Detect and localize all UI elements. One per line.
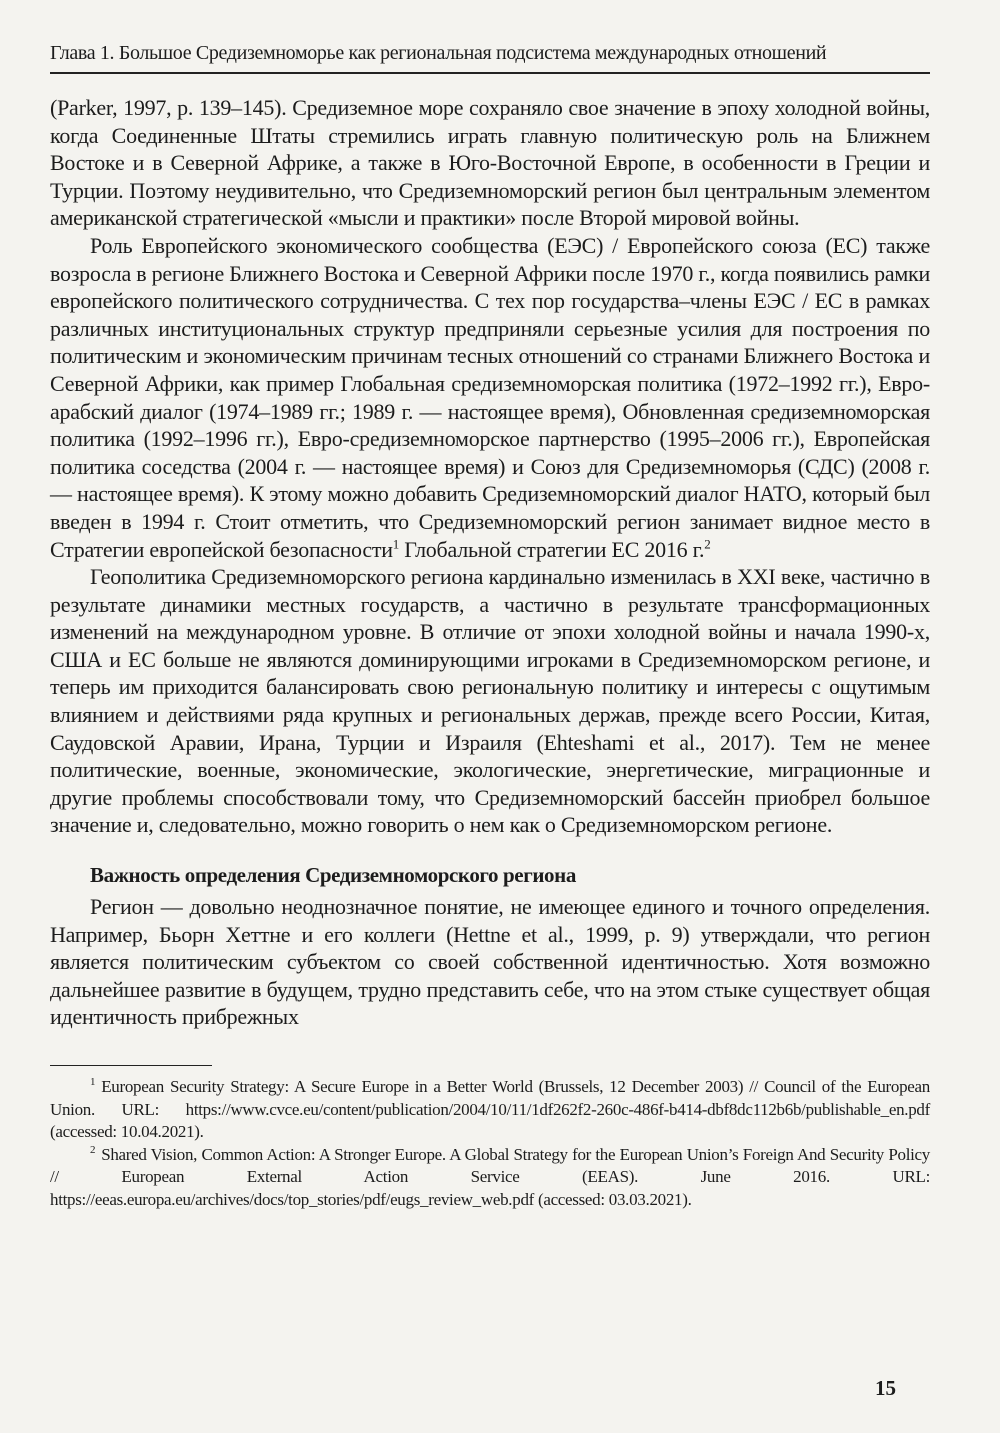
paragraph-2-text: Роль Европейского экономического сообщества (ЕЭС) / Европейского союза (ЕС) также возросла в регионе Ближнего Востока и Северной Африки после 1970 г., когда появились рамки европейского политического сотрудничества. С тех пор государства–члены ЕЭС / ЕС в рамках различных институциональных структур предприняли серьезные усилия для построения по политическим и экономическим причинам тесных отношений со странами Ближнего Востока и Северной Африки, как пример Глобальная средиземноморская политика (1972–1992 гг.), Евро-арабский диалог (1974–1989 гг.; 1989 г. — настоящее время), Обновленная средиземноморская политика (1992–1996 гг.), Евро-средиземноморское партнерство (1995–2006 гг.), Европейская политика соседства (2004 г. — настоящее время) и Союз для Средиземноморья (СДС) (2008 г. — настоящее время). К этому можно добавить Средиземноморский диалог НАТО, который был введен в 1994 г. Стоит отметить, что Средиземноморский регион занимает видное место в Стратегии европейской безопасности (50, 232, 930, 562)
paragraph-2-text-cont: Глобальной стратегии ЕС 2016 г. (399, 536, 705, 562)
footnote-1 (50, 1076, 930, 1144)
paragraph-3: Геополитика Средиземноморского региона кардинально изменилась в XXI веке, частично в результате динамики местных государств, а частично в результате трансформационных изменений на международном уровне. В отличие от эпохи холодной войны и начала 1990-х, США и ЕС больше не являются доминирующими игроками в Средиземноморском регионе, и теперь им приходится балансировать свою региональную политику и интересы с ощутимым влиянием и действиями ряда крупных и региональных держав, прежде всего России, Китая, Саудовской Аравии, Ирана, Турции и Израиля (Ehteshami et al., 2017). Тем не менее политические, военные, экономические, экологические, энергетические, миграционные и другие проблемы способствовали тому, что Средиземноморский бассейн приобрел большое значение и, следовательно, можно говорить о нем как о Средиземноморском регионе. (50, 564, 930, 838)
running-header: Глава 1. Большое Средиземноморье как региональная подсистема международных отношений (50, 40, 930, 74)
page-number: 15 (875, 1376, 896, 1400)
footnote-text-2: Shared Vision, Common Action: A Stronger Europe. A Global Strategy for the European Union’s Foreign And Security Policy // European External Action Service (EEAS). June 2016. URL: https://eeas.europa.eu/archives/docs/top_stories/pdf/eugs_review_web.pdf (accessed: 03.03.2021). (50, 1144, 930, 1209)
footnote-text-1: European Security Strategy: A Secure Europe in a Better World (Brussels, 12 December 2003) // Council of the European Union. URL: https://www.cvce.eu/content/publication/2004/10/11/1df262f2-260c-486f-b414-dbf8dc112b6b/publishable_en.pdf (accessed: 10.04.2021). (50, 1077, 930, 1142)
paragraph-2 (50, 232, 930, 563)
paragraph-4: Регион — довольно неоднозначное понятие, не имеющее единого и точного определения. Например, Бьорн Хеттне и его коллеги (Hettne et al., 1999, p. 9) утверждали, что регион является политическим субъектом со своей собственной идентичностью. Хотя возможно дальнейшее развитие в будущем, трудно представить себе, что на этом стыке существует общая идентичность прибрежных (50, 894, 930, 1030)
book-page (50, 40, 930, 1212)
section-heading: Важность определения Средиземноморского региона (90, 863, 576, 888)
footnote-ref-2: 2 (704, 536, 711, 552)
paragraph-1: (Parker, 1997, p. 139–145). Средиземное море сохраняло свое значение в эпоху холодной войны, когда Соединенные Штаты стремились играть главную политическую роль на Ближнем Востоке и в Северной Африке, а также в Юго-Восточной Европе, в особенности в Греции и Турции. Поэтому неудивительно, что Средиземноморский регион был центральным элементом американской стратегической «мысли и практики» после Второй мировой войны. (50, 95, 930, 231)
footnote-mark-1: 1 (90, 1076, 96, 1089)
main-text (50, 94, 930, 1031)
footnote-2 (50, 1144, 930, 1212)
footnote-mark-2: 2 (90, 1144, 96, 1157)
footnotes (50, 1076, 930, 1212)
footnote-divider (50, 1065, 212, 1066)
footnote-ref-1: 1 (392, 536, 400, 552)
